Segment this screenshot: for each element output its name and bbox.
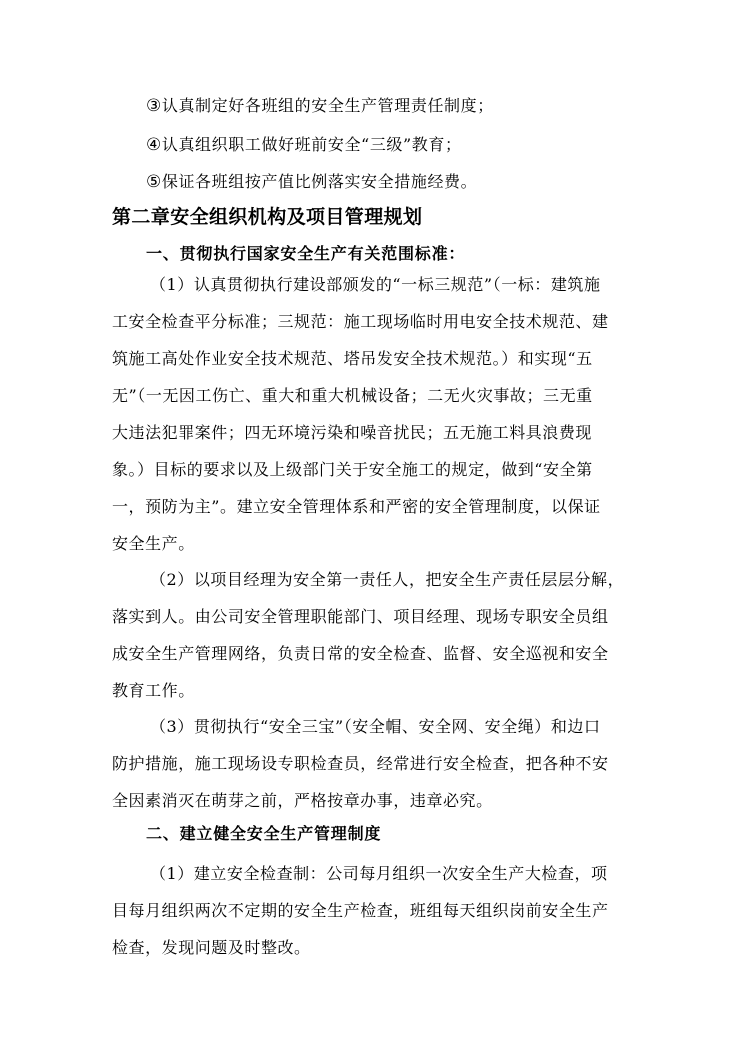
list-item-text: 保证各班组按产值比例落实安全措施经费。 (161, 172, 478, 191)
paragraph-line: 防护措施，施工现场设专职检查员，经常进行安全检查，把各种不安 (112, 754, 609, 773)
paragraph-line: 落实到人。由公司安全管理职能部门、项目经理、现场专职安全员组 (112, 607, 609, 626)
paragraph-line: （1）建立安全检查制：公司每月组织一次安全生产大检查，项 (150, 864, 608, 883)
paragraph-line: 筑施工高处作业安全技术规范、塔吊发安全技术规范。）和实现“五 (112, 349, 593, 368)
section-heading-2: 二、建立健全安全生产管理制度 (146, 824, 382, 843)
paragraph-1 (112, 266, 638, 562)
paragraph-line: （1）认真贯彻执行建设部颁发的“一标三规范”（一标：建筑施 (150, 275, 601, 294)
list-item-text: 认真组织职工做好班前安全“三级”教育； (161, 135, 462, 154)
list-marker: ③ (146, 96, 162, 116)
chapter-title: 第二章安全组织机构及项目管理规划 (112, 206, 423, 228)
paragraph-line: 全因素消灭在萌芽之前，严格按章办事，违章必究。 (112, 791, 493, 810)
paragraph-line: 大违法犯罪案件；四无环境污染和噪音扰民；五无施工料具浪费现 (112, 423, 592, 442)
paragraph-line: 工安全检查平分标准；三规范：施工现场临时用电安全技术规范、建 (112, 312, 609, 331)
list-item-3 (146, 96, 494, 116)
list-marker: ⑤ (146, 172, 162, 192)
paragraph-line: 目每月组织两次不定期的安全生产检查，班组每天组织岗前安全生产 (112, 901, 609, 920)
list-marker: ④ (146, 135, 162, 155)
paragraph-3 (112, 708, 638, 819)
paragraph-line: 无”（一无因工伤亡、重大和重大机械设备；二无火灾事故；三无重 (112, 386, 593, 405)
paragraph-line: 一，预防为主”。建立安全管理体系和严密的安全管理制度，以保证 (112, 497, 601, 516)
paragraph-2 (112, 561, 638, 709)
paragraph-line: 安全生产。 (112, 534, 195, 553)
paragraph-line: 成安全生产管理网络，负责日常的安全检查、监督、安全巡视和安全 (112, 644, 609, 663)
paragraph-line: 象。）目标的要求以及上级部门关于安全施工的规定，做到“安全第 (112, 460, 593, 479)
paragraph-line: （2）以项目经理为安全第一责任人，把安全生产责任层层分解， (150, 570, 625, 589)
paragraph-line: （3）贯彻执行“安全三宝”（安全帽、安全网、安全绳）和边口 (150, 717, 601, 736)
paragraph-4 (112, 855, 638, 966)
list-item-text: 认真制定好各班组的安全生产管理责任制度； (161, 96, 494, 115)
list-item-5 (146, 172, 477, 192)
list-item-4 (146, 135, 462, 155)
paragraph-line: 检查，发现问题及时整改。 (112, 938, 311, 957)
paragraph-line: 教育工作。 (112, 681, 195, 700)
section-heading-1: 一、贯彻执行国家安全生产有关范围标准： (146, 244, 466, 263)
